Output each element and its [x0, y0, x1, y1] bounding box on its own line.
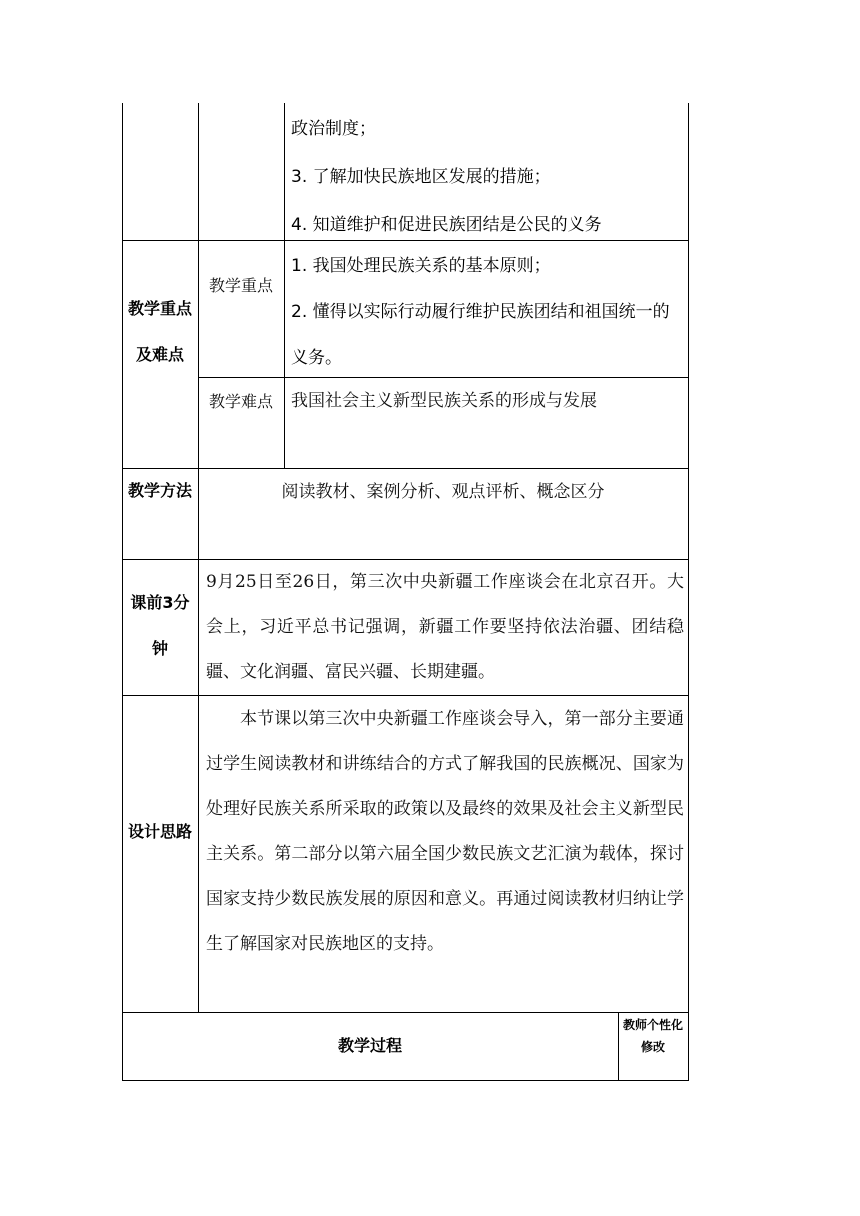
key-point-item: 2. 懂得以实际行动履行维护民族团结和祖国统一的义务。: [291, 302, 670, 368]
objective-line: 3. 了解加快民族地区发展的措施；: [291, 167, 551, 187]
methods-text: 阅读教材、案例分析、观点评析、概念区分: [281, 482, 605, 502]
col-divider: [618, 1012, 619, 1081]
difficult-points-label: 教学难点: [208, 392, 273, 411]
process-label: 教学过程: [337, 1036, 402, 1055]
table-border-left: [122, 103, 123, 1081]
difficult-points-text: 我国社会主义新型民族关系的形成与发展: [291, 391, 597, 411]
col-divider: [284, 103, 285, 468]
teacher-note-label: 教师个性化修改: [623, 1018, 684, 1054]
objectives-text: [291, 105, 685, 249]
design-text: 本节课以第三次中央新疆工作座谈会导入，第一部分主要通过学生阅读教材和讲练结合的方式了解我国的民族概况、国家为处理好民族关系所采取的政策以及最终的效果及社会主义新型民主关系。第二部分以第六届全国少数民族文艺汇演为载体，探讨国家支持少数民族发展的原因和意义。再通过阅读教材归纳让学生了解国家对民族地区的支持。: [206, 709, 684, 954]
key-difficult-label: 教学重点及难点: [127, 299, 192, 364]
methods-label: 教学方法: [128, 481, 193, 500]
row-divider: [122, 695, 689, 696]
table-border-bottom: [122, 1080, 689, 1081]
key-points-label: 教学重点: [208, 276, 273, 295]
objective-line: 4. 知道维护和促进民族团结是公民的义务: [291, 215, 602, 235]
key-points-text: [291, 243, 685, 381]
pre-class-text: 9月25日至26日，第三次中央新疆工作座谈会在北京召开。大会上，习近平总书记强调，新疆工作要坚持依法治疆、团结稳疆、文化润疆、富民兴疆、长期建疆。: [206, 572, 684, 682]
key-point-item: 1. 我国处理民族关系的基本原则；: [291, 256, 551, 276]
row-divider: [122, 1012, 689, 1013]
row-divider: [122, 468, 689, 469]
design-label: 设计思路: [128, 822, 193, 841]
objective-line: 政治制度；: [291, 119, 376, 139]
table-border-right: [688, 103, 689, 1081]
pre-class-label: 课前3分钟: [130, 593, 190, 658]
